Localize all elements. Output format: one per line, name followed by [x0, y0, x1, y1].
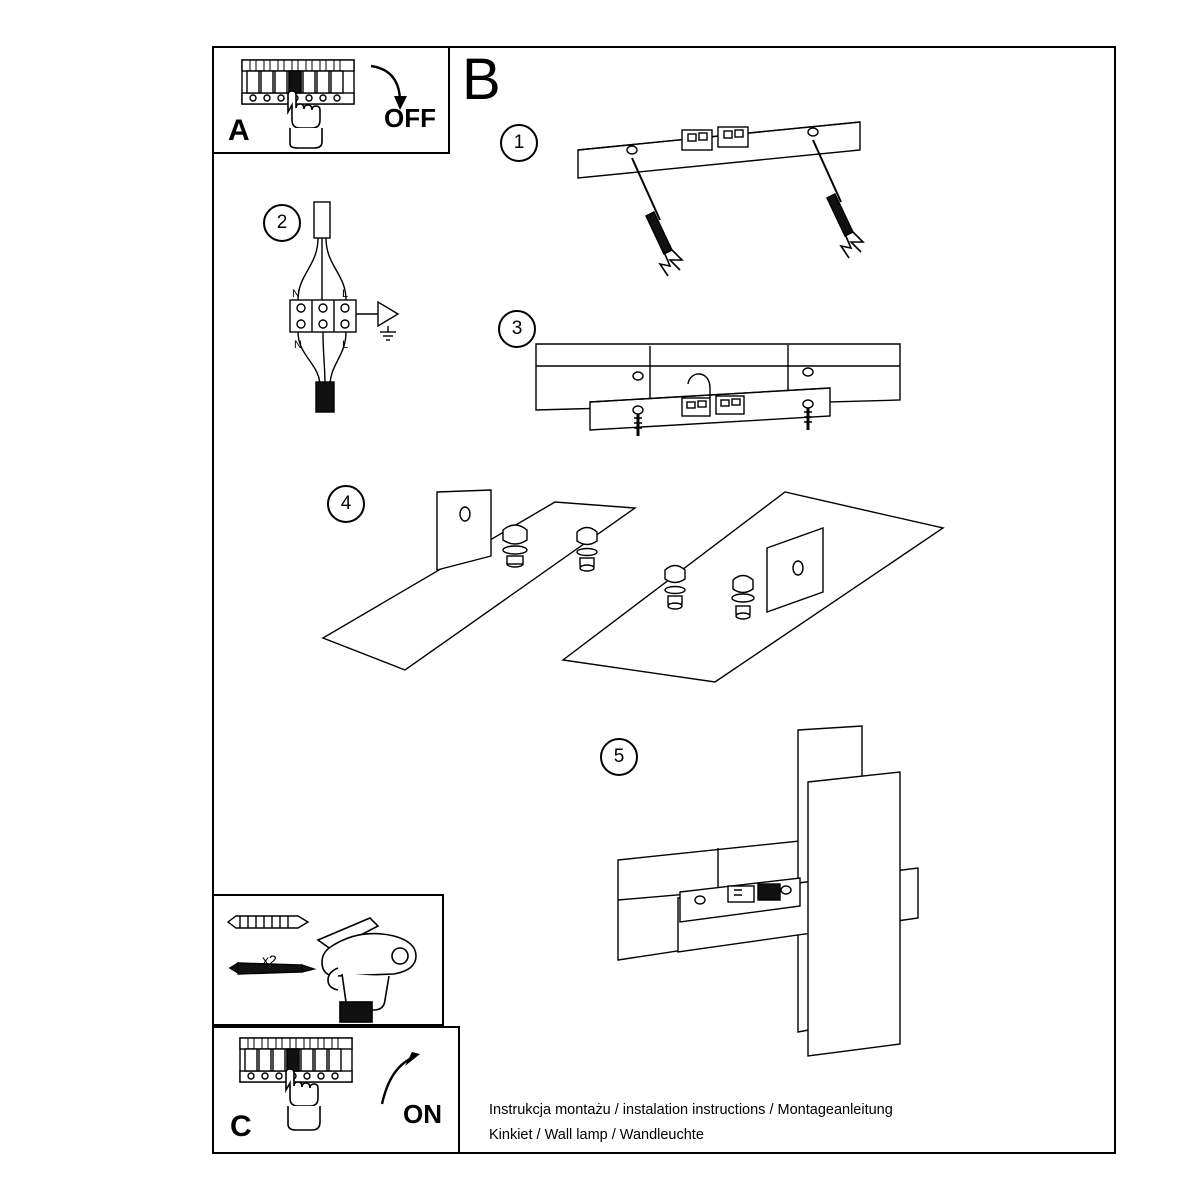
- power-drill-icon: [318, 918, 416, 1022]
- terminal-label-l-top: L: [342, 288, 349, 300]
- earth-ground-icon: [356, 302, 398, 340]
- terminal-label-n-top: N: [292, 288, 300, 300]
- panel-c-power-on: [212, 1026, 460, 1154]
- step-1-number: 1: [500, 124, 538, 162]
- panel-tools-and-fixings: [212, 894, 444, 1026]
- terminal-label-l-bottom: L: [342, 339, 349, 351]
- panel-a-off-label: OFF: [384, 103, 436, 133]
- caption-block: [489, 1098, 909, 1148]
- fixings-quantity-label: x2: [262, 952, 277, 968]
- panel-tools-drawing: [214, 896, 446, 1028]
- wall-plug-icon: [228, 916, 308, 928]
- step-3-number: 3: [498, 310, 536, 348]
- step-2-number: 2: [263, 204, 301, 242]
- panel-a-power-off: [212, 46, 450, 154]
- panel-c-letter: C: [230, 1110, 252, 1143]
- step-1-drawing: [560, 100, 920, 290]
- curved-arrow-icon: [382, 1052, 420, 1104]
- panel-c-on-label: ON: [403, 1099, 442, 1129]
- step-5-number: 5: [600, 738, 638, 776]
- terminal-label-n-bottom: N: [294, 339, 302, 351]
- section-label-b: B: [462, 47, 501, 112]
- step-4-drawing: [315, 470, 965, 710]
- panel-a-drawing: [214, 48, 452, 156]
- panel-a-letter: A: [228, 114, 250, 147]
- step-2-drawing: [280, 196, 440, 426]
- step-4-number: 4: [327, 485, 365, 523]
- step-3-drawing: [530, 330, 910, 460]
- step-5-drawing: [600, 720, 1000, 1060]
- caption-line-2: Kinkiet / Wall lamp / Wandleuchte: [489, 1127, 704, 1143]
- caption-line-1: Instrukcja montażu / instalation instructions / Montageanleitung: [489, 1102, 893, 1118]
